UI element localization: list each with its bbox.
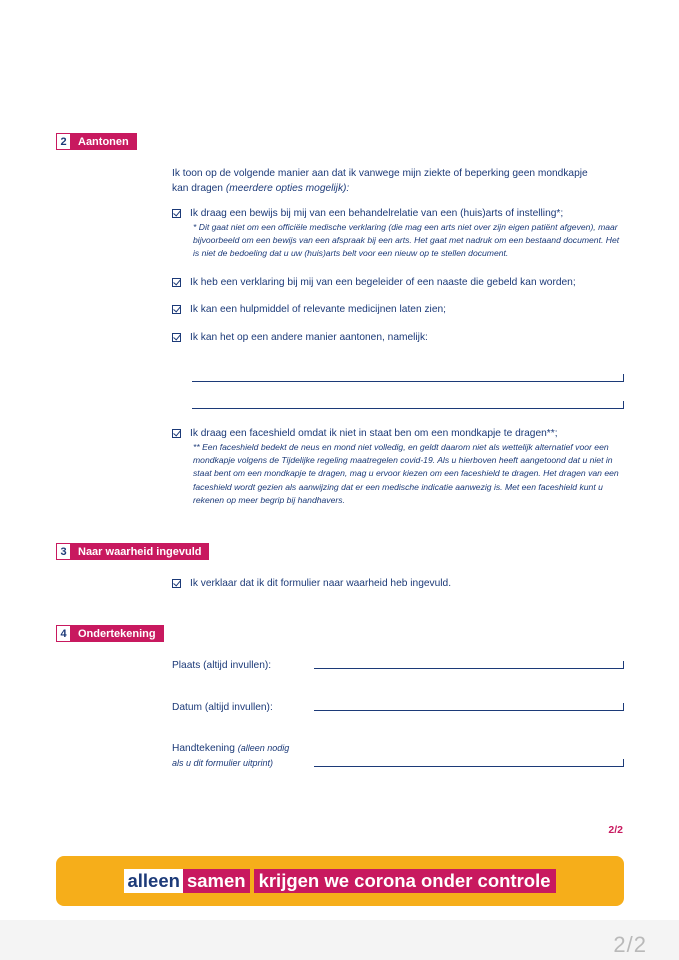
other-way-line-1[interactable] [192,381,624,382]
faceshield-footnote: ** Een faceshield bedekt de neus en mond niet volledig, en geldt daarom niet als wettelijk alternatief voor een mondkapje volgens de Tijdelijke regeling maatregelen covid-19. Als u hierboven heeft aangetoond dat u niet in staat bent om een mondkapje te dragen, mag u ervoor kiezen om een faceshield te dragen. Het dragen van een faceshield wordt gezien als aanwijzing dat er een medische indicatie aanwezig is. Met een faceshield kunt u rekenen op meer begrip bij handhavers. [193,442,619,505]
checked-checkbox-icon[interactable] [172,429,181,438]
signature-field[interactable] [314,766,624,767]
section-3-header [56,543,209,560]
option-footnote: * Dit gaat niet om een officiële medische verklaring (die mag een arts niet over zijn eigen patiënt afgeven), maar bijvoorbeeld om een bewijs van een afspraak bij een arts. Het gaat met nadruk om een bestaand document. Het is niet de bedoeling dat u uw (huis)arts belt voor een nieuw op te stellen document. [193,222,620,259]
banner-slogan-rest: krijgen we corona onder controle [254,869,556,893]
place-label: Plaats (altijd invullen): [172,660,272,671]
option-truthfully-filled[interactable] [172,577,451,591]
section-2-header [56,133,137,150]
option-label: Ik verklaar dat ik dit formulier naar waarheid heb ingevuld. [190,578,452,589]
section-number: 4 [56,625,71,642]
section-4-header [56,625,164,642]
checked-checkbox-icon[interactable] [172,305,181,314]
option-label: Ik kan een hulpmiddel of relevante medicijnen laten zien; [190,304,446,315]
signature-label-block [172,741,302,771]
option-label: Ik heb een verklaring bij mij van een begeleider of een naaste die gebeld kan worden; [190,277,576,288]
intro-note: (meerdere opties mogelijk): [225,183,350,194]
banner-word-samen: samen [183,869,250,893]
checked-checkbox-icon[interactable] [172,333,181,342]
page-count: 2/2 [608,824,623,836]
signature-note: (alleen nodig als u dit formulier uitprint) [172,743,290,768]
option-label: Ik draag een faceshield omdat ik niet in staat ben om een mondkapje te dragen**; [190,428,558,439]
option-show-aid[interactable] [172,303,446,317]
option-label: Ik draag een bewijs bij mij van een behandelrelatie van een (huis)arts of instelling*; [190,208,564,219]
section-title: Aantonen [71,133,137,150]
viewer-page-indicator: 2/2 [613,932,647,957]
option-statement-companion[interactable] [172,276,576,290]
checked-checkbox-icon[interactable] [172,579,181,588]
checked-checkbox-icon[interactable] [172,209,181,218]
date-label: Datum (altijd invullen): [172,702,273,713]
other-way-line-2[interactable] [192,408,624,409]
option-label: Ik kan het op een andere manier aantonen, namelijk: [190,332,428,343]
intro-text: Ik toon op de volgende manier aan dat ik vanwege mijn ziekte of beperking geen mondkapje kan dragen [172,168,588,194]
section-number: 3 [56,543,71,560]
section-number: 2 [56,133,71,150]
option-proof-treatment[interactable] [172,207,563,221]
place-field[interactable] [314,668,624,669]
option-other-way[interactable] [172,331,428,345]
signature-label: Handtekening [172,743,235,754]
option-faceshield[interactable] [172,427,558,441]
banner-word-alleen: alleen [124,869,182,893]
section-title: Naar waarheid ingevuld [71,543,209,560]
date-field[interactable] [314,710,624,711]
section-title: Ondertekening [71,625,164,642]
section-2-intro [172,166,592,196]
campaign-banner [56,856,624,906]
checked-checkbox-icon[interactable] [172,278,181,287]
